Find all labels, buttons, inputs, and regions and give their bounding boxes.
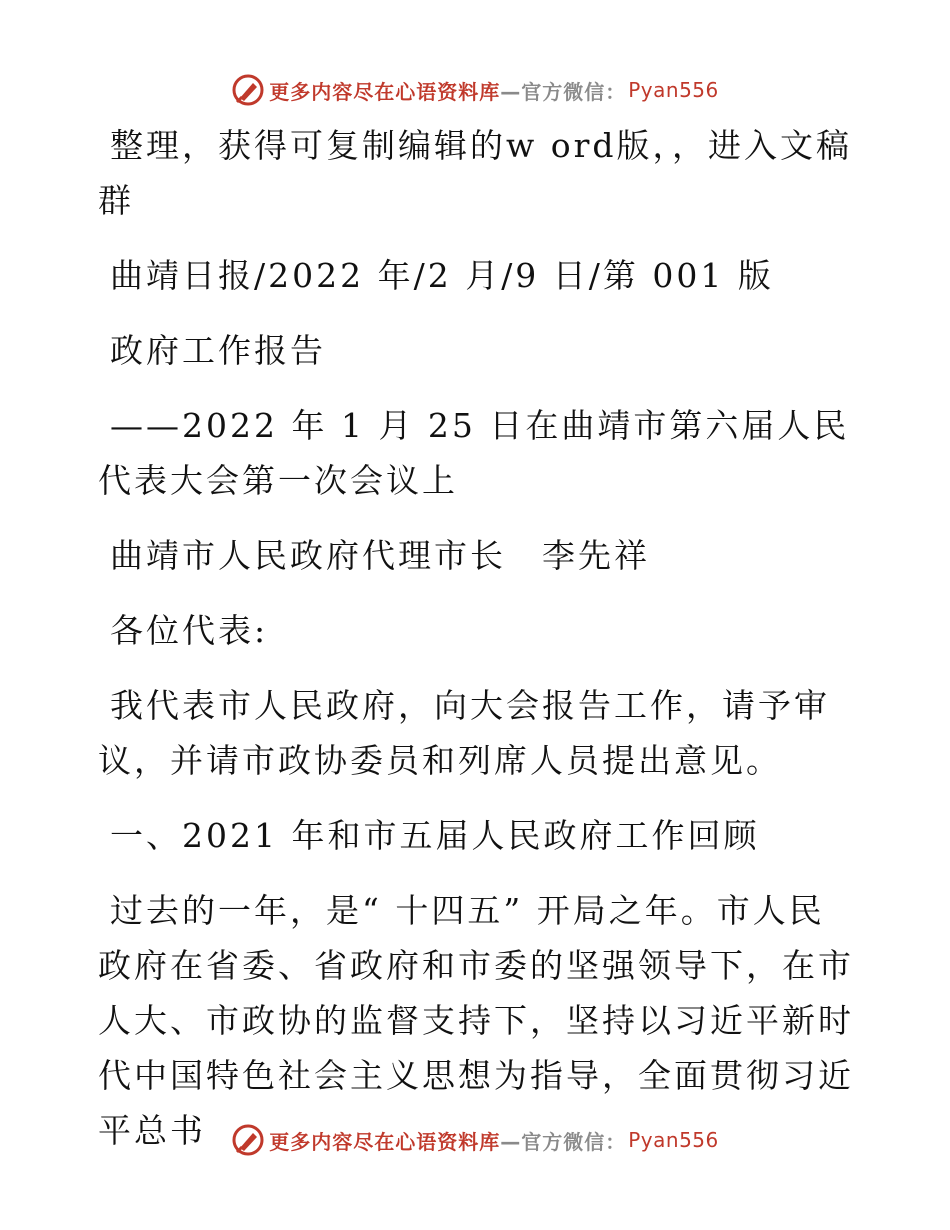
document-author: 曲靖市人民政府代理市长 李先祥 [110,536,650,575]
header-watermark-banner [0,70,950,110]
salutation: 各位代表: [110,611,269,650]
banner-separator: —官方微信： [500,79,627,104]
pen-logo-icon [231,1123,265,1157]
banner-separator: —官方微信： [500,1129,627,1154]
banner-title: 更多内容尽在心语资料库 [269,79,501,104]
paragraph-intro: 整理，获得可复制编辑的w ord版，，进入文稿群 [98,126,853,220]
section-heading: 一、2021 年和市五届人民政府工作回顾 [110,816,760,855]
paragraph-source: 曲靖日报/2022 年/2 月/9 日/第 001 版 [110,256,774,295]
paragraph-opening: 我代表市人民政府，向大会报告工作，请予审议，并请市政协委员和列席人员提出意见。 [98,686,830,780]
banner-title: 更多内容尽在心语资料库 [269,1129,501,1154]
document-subtitle: ——2022 年 1 月 25 日在曲靖市第六届人民代表大会第一次会议上 [98,406,850,500]
banner-wechat-id: Pyan556 [628,78,719,102]
pen-logo-icon [231,73,265,107]
footer-watermark-banner [0,1120,950,1160]
document-body [98,118,858,1178]
banner-wechat-id: Pyan556 [628,1128,719,1152]
paragraph-body: 过去的一年，是“ 十四五” 开局之年。市人民政府在省委、省政府和市委的坚强领导下，在市人大、市政协的监督支持下，坚持以习近平新时代中国特色社会主义思想为指导，全面贯彻习近平总书 [98,891,854,1150]
document-title: 政府工作报告 [110,331,326,370]
